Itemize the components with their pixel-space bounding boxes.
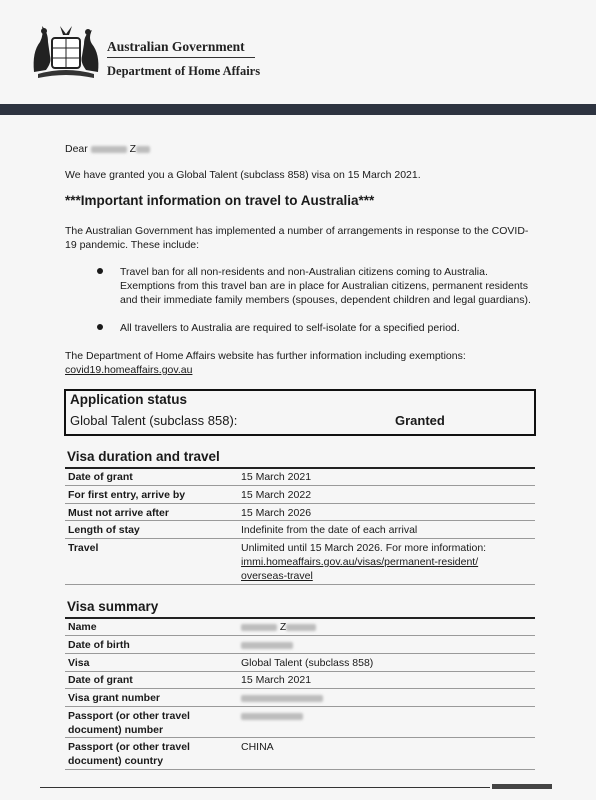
org-name: Australian Government bbox=[107, 39, 245, 54]
summary-label: Visa bbox=[68, 657, 90, 669]
summary-top-rule bbox=[65, 617, 535, 619]
summary-label: Visa grant number bbox=[68, 692, 160, 704]
duration-label: Must not arrive after bbox=[68, 507, 169, 519]
grant-number-value bbox=[241, 691, 531, 705]
salutation-line bbox=[65, 142, 535, 156]
header-divider bbox=[107, 57, 255, 58]
bullet-text-1: Travel ban for all non-residents and non-Australian citizens coming to Australia. Exemptions from this travel ban are in place for Australian citizens, permanent residents and their immediate family members (spouses, dependent children and legal guardians). bbox=[120, 266, 531, 306]
summary-label: Date of grant bbox=[68, 674, 133, 686]
name-visible: Z bbox=[279, 621, 287, 633]
summary-title: Visa summary bbox=[67, 599, 159, 614]
header-band bbox=[0, 104, 596, 115]
covid-link[interactable]: covid19.homeaffairs.gov.au bbox=[65, 364, 193, 376]
duration-value: 15 March 2021 bbox=[241, 471, 312, 483]
travel-heading: ***Important information on travel to Australia*** bbox=[65, 193, 375, 208]
passport-number-value bbox=[241, 709, 531, 723]
summary-value: CHINA bbox=[241, 741, 274, 753]
travel-link[interactable]: immi.homeaffairs.gov.au/visas/permanent-resident/ bbox=[241, 556, 479, 568]
intro-paragraph: The Australian Government has implemented a number of arrangements in response to the COVID-19 pandemic. These include: bbox=[65, 225, 529, 251]
row-divider bbox=[65, 706, 535, 707]
row-divider bbox=[65, 635, 535, 636]
status-value: Granted bbox=[395, 413, 445, 428]
travel-value bbox=[241, 541, 531, 583]
redacted-dob bbox=[241, 642, 293, 649]
redacted-grant-number bbox=[241, 695, 323, 702]
summary-label: Passport (or other travel document) country bbox=[68, 741, 190, 767]
travel-link-cont[interactable]: overseas-travel bbox=[241, 570, 313, 582]
redacted-name-2 bbox=[136, 146, 150, 153]
website-link-line bbox=[65, 363, 535, 377]
duration-label: Travel bbox=[68, 542, 99, 554]
status-title: Application status bbox=[70, 392, 188, 407]
salutation: Dear bbox=[65, 143, 88, 155]
duration-label: Length of stay bbox=[68, 524, 140, 536]
bullet-icon bbox=[97, 268, 103, 274]
duration-value: 15 March 2026 bbox=[241, 507, 312, 519]
footer-rule bbox=[40, 787, 490, 788]
recipient-visible: Z bbox=[129, 143, 137, 155]
website-text: The Department of Home Affairs website has further information including exemptions: bbox=[65, 350, 466, 362]
summary-value: Global Talent (subclass 858) bbox=[241, 657, 374, 669]
dept-name: Department of Home Affairs bbox=[107, 64, 261, 78]
redacted-name bbox=[241, 624, 277, 631]
duration-value: Indefinite from the date of each arrival bbox=[241, 524, 418, 536]
summary-value: 15 March 2021 bbox=[241, 674, 312, 686]
duration-title: Visa duration and travel bbox=[67, 449, 220, 464]
duration-value: 15 March 2022 bbox=[241, 489, 312, 501]
row-divider bbox=[65, 584, 535, 585]
row-divider bbox=[65, 485, 535, 486]
footer-mark bbox=[492, 784, 552, 789]
row-divider bbox=[65, 520, 535, 521]
row-divider bbox=[65, 653, 535, 654]
summary-name-value bbox=[241, 620, 531, 634]
summary-label: Passport (or other travel document) number bbox=[68, 710, 190, 736]
duration-label: For first entry, arrive by bbox=[68, 489, 186, 501]
bullet-text-2: All travellers to Australia are required to self-isolate for a specified period. bbox=[120, 322, 460, 334]
summary-label: Date of birth bbox=[68, 639, 130, 651]
duration-top-rule bbox=[65, 467, 535, 469]
dob-value bbox=[241, 638, 531, 652]
row-divider bbox=[65, 671, 535, 672]
row-divider bbox=[65, 688, 535, 689]
coat-of-arms-icon bbox=[30, 22, 102, 82]
duration-label: Date of grant bbox=[68, 471, 133, 483]
redacted-passport-number bbox=[241, 713, 303, 720]
redacted-name bbox=[91, 146, 127, 153]
bullet-icon bbox=[97, 324, 103, 330]
row-divider bbox=[65, 503, 535, 504]
row-divider bbox=[65, 538, 535, 539]
status-visa-type: Global Talent (subclass 858): bbox=[70, 413, 238, 428]
row-divider bbox=[65, 737, 535, 738]
grant-sentence: We have granted you a Global Talent (subclass 858) visa on 15 March 2021. bbox=[65, 169, 421, 181]
travel-text: Unlimited until 15 March 2026. For more information: bbox=[241, 542, 487, 554]
redacted-name-2 bbox=[286, 624, 316, 631]
application-status-box bbox=[64, 389, 536, 436]
row-divider bbox=[65, 769, 535, 770]
summary-label: Name bbox=[68, 621, 97, 633]
